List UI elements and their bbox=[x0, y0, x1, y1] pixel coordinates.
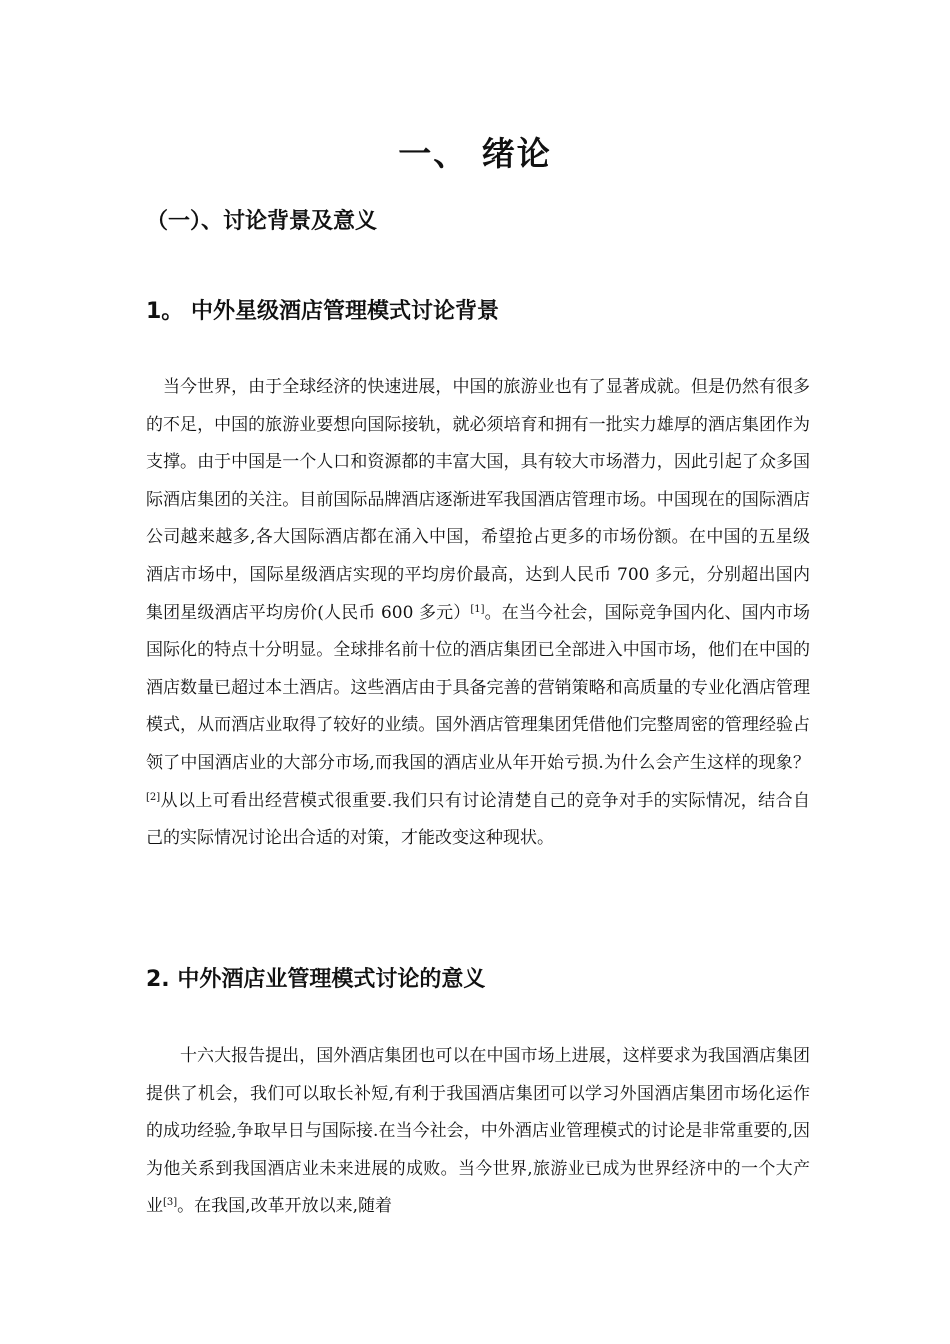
paragraph-text: 。在我国,改革开放以来,随着 bbox=[177, 1196, 392, 1217]
citation-ref: [1] bbox=[470, 603, 485, 615]
chapter-title: 一、 绪论 bbox=[398, 134, 552, 173]
citation-ref: [2] bbox=[146, 791, 161, 803]
paragraph-text: 从以上可看出经营模式很重要.我们只有讨论清楚自己的竞争对手的实际情况，结合自己的实际情况讨论出合适的对策，才能改变这种现状。 bbox=[146, 790, 810, 849]
subsection-heading-background: 1。 中外星级酒店管理模式讨论背景 bbox=[146, 299, 499, 324]
paragraph-text: 。在当今社会，国际竞争国内化、国内市场国际化的特点十分明显。全球排名前十位的酒店集团已全部进入中国市场，他们在中国的酒店数量已超过本土酒店。这些酒店由于具备完善的营销策略和高质量的专业化酒店管理模式，从而酒店业取得了较好的业绩。国外酒店管理集团凭借他们完整周密的管理经验占领了中国酒店业的大部分市场,而我国的酒店业从年开始亏损.为什么会产生这样的现象？ bbox=[146, 602, 810, 773]
subsection-heading-significance: 2. 中外酒店业管理模式讨论的意义 bbox=[146, 967, 486, 992]
section-heading: （一）、讨论背景及意义 bbox=[146, 209, 378, 234]
paragraph-background bbox=[146, 369, 810, 858]
citation-ref: [3] bbox=[163, 1197, 178, 1209]
paragraph-significance bbox=[146, 1038, 810, 1226]
paragraph-text: 十六大报告提出，国外酒店集团也可以在中国市场上进展，这样要求为我国酒店集团提供了机会，我们可以取长补短,有利于我国酒店集团可以学习外国酒店集团市场化运作的成功经验,争取早日与国际接.在当今社会，中外酒店业管理模式的讨论是非常重要的,因为他关系到我国酒店业未来进展的成败。当今世界,旅游业已成为世界经济中的一个大产业 bbox=[146, 1046, 810, 1217]
paragraph-text: 当今世界，由于全球经济的快速进展，中国的旅游业也有了显著成就。但是仍然有很多的不足，中国的旅游业要想向国际接轨，就必须培育和拥有一批实力雄厚的酒店集团作为支撑。由于中国是一个人口和资源都的丰富大国，具有较大市场潜力，因此引起了众多国际酒店集团的关注。目前国际品牌酒店逐渐进军我国酒店管理市场。中国现在的国际酒店公司越来越多,各大国际酒店都在涌入中国，希望抢占更多的市场份额。在中国的五星级酒店市场中，国际星级酒店实现的平均房价最高，达到人民币 700 多元，分别超出国内集团星级酒店平均房价(人民币 600 多元） bbox=[146, 377, 810, 623]
